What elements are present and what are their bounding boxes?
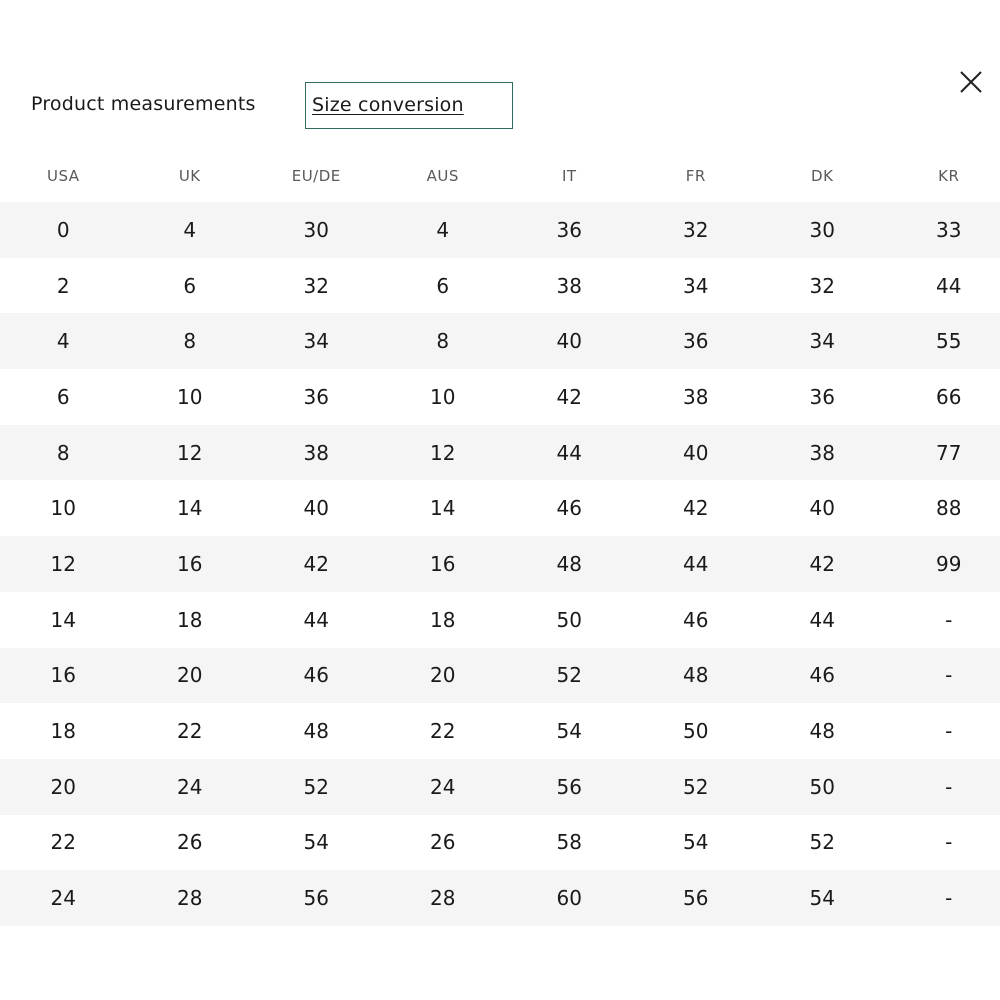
table-cell: 48 <box>633 648 760 704</box>
table-cell: 88 <box>936 496 962 521</box>
table-row <box>0 870 1000 926</box>
table-cell: 18 <box>50 719 76 744</box>
table-cell: 42 <box>683 496 709 521</box>
table-cell: 52 <box>809 830 835 855</box>
table-cell: 10 <box>50 496 76 521</box>
table-row <box>0 202 1000 258</box>
size-conversion-table <box>0 150 1000 926</box>
table-row <box>0 258 1000 314</box>
table-cell: 99 <box>886 536 1000 592</box>
table-row <box>0 536 1000 592</box>
table-cell: 8 <box>127 313 254 369</box>
table-cell: - <box>945 607 953 632</box>
table-cell: 50 <box>759 759 886 815</box>
table-cell: 26 <box>177 830 203 855</box>
table-cell: 10 <box>430 384 456 409</box>
table-cell: 38 <box>556 273 582 298</box>
table-cell: 0 <box>0 202 127 258</box>
close-icon <box>955 66 987 98</box>
tab-product-measurements[interactable]: Product measurements <box>31 93 256 115</box>
table-row <box>0 592 1000 648</box>
table-cell: 22 <box>50 830 76 855</box>
table-cell: 52 <box>253 759 380 815</box>
table-cell: 38 <box>253 425 380 481</box>
table-cell: 56 <box>253 870 380 926</box>
column-header-kr: KR <box>938 167 960 185</box>
table-cell: 50 <box>683 719 709 744</box>
table-cell: 8 <box>0 425 127 481</box>
table-cell: 30 <box>253 202 380 258</box>
table-cell: - <box>886 648 1000 704</box>
table-cell: - <box>945 719 953 744</box>
table-cell: 42 <box>253 536 380 592</box>
table-cell: 16 <box>127 536 254 592</box>
table-cell: 24 <box>380 759 507 815</box>
table-cell: 18 <box>177 607 203 632</box>
table-row <box>0 480 1000 536</box>
table-cell: 4 <box>127 202 254 258</box>
table-cell: 34 <box>683 273 709 298</box>
table-row <box>0 425 1000 481</box>
table-row <box>0 648 1000 704</box>
table-cell: 44 <box>633 536 760 592</box>
table-cell: 20 <box>0 759 127 815</box>
table-cell: 40 <box>303 496 329 521</box>
table-cell: 36 <box>303 384 329 409</box>
column-header-eu-de: EU/DE <box>291 167 341 185</box>
table-cell: 38 <box>683 384 709 409</box>
table-cell: - <box>945 830 953 855</box>
table-cell: 20 <box>127 648 254 704</box>
table-cell: 44 <box>303 607 329 632</box>
table-cell: 42 <box>759 536 886 592</box>
table-cell: 42 <box>556 384 582 409</box>
table-cell: 6 <box>56 384 70 409</box>
table-cell: 12 <box>380 425 507 481</box>
table-cell: 36 <box>633 313 760 369</box>
table-header <box>0 150 1000 202</box>
table-cell: 48 <box>506 536 633 592</box>
table-cell: 56 <box>506 759 633 815</box>
table-cell: 46 <box>683 607 709 632</box>
table-cell: 32 <box>303 273 329 298</box>
table-cell: 8 <box>380 313 507 369</box>
table-cell: 46 <box>556 496 582 521</box>
table-cell: 44 <box>936 273 962 298</box>
table-cell: 52 <box>506 648 633 704</box>
table-cell: 44 <box>809 607 835 632</box>
table-cell: 77 <box>886 425 1000 481</box>
table-cell: 14 <box>430 496 456 521</box>
column-header-aus: AUS <box>426 167 459 185</box>
table-cell: 44 <box>506 425 633 481</box>
table-cell: 40 <box>506 313 633 369</box>
table-cell: 58 <box>556 830 582 855</box>
table-cell: 54 <box>683 830 709 855</box>
column-header-dk: DK <box>811 167 834 185</box>
table-cell: 32 <box>633 202 760 258</box>
table-cell: 16 <box>380 536 507 592</box>
table-row <box>0 369 1000 425</box>
table-cell: 54 <box>556 719 582 744</box>
table-cell: 30 <box>759 202 886 258</box>
table-cell: 14 <box>177 496 203 521</box>
table-cell: 55 <box>886 313 1000 369</box>
table-cell: 46 <box>759 648 886 704</box>
column-header-usa: USA <box>46 167 80 185</box>
tab-size-conversion[interactable]: Size conversion <box>305 82 513 129</box>
table-cell: 2 <box>56 273 70 298</box>
table-cell: 34 <box>759 313 886 369</box>
table-cell: 56 <box>633 870 760 926</box>
table-cell: 38 <box>759 425 886 481</box>
table-row <box>0 313 1000 369</box>
table-cell: 40 <box>809 496 835 521</box>
size-guide-tabs <box>0 82 600 129</box>
table-body <box>0 202 1000 926</box>
table-cell: 46 <box>253 648 380 704</box>
table-cell: 18 <box>430 607 456 632</box>
table-cell: 12 <box>0 536 127 592</box>
header-row <box>0 150 1000 202</box>
table-cell: 28 <box>380 870 507 926</box>
table-cell: 4 <box>0 313 127 369</box>
table-cell: 22 <box>177 719 203 744</box>
table-cell: 20 <box>380 648 507 704</box>
table-cell: 34 <box>253 313 380 369</box>
table-cell: 14 <box>50 607 76 632</box>
table-row <box>0 703 1000 759</box>
column-header-it: IT <box>561 167 577 185</box>
table-cell: 54 <box>759 870 886 926</box>
table-cell: 12 <box>127 425 254 481</box>
close-button[interactable] <box>955 66 987 98</box>
table-cell: 32 <box>809 273 835 298</box>
table-cell: 50 <box>556 607 582 632</box>
column-header-uk: UK <box>178 167 201 185</box>
table-cell: - <box>886 759 1000 815</box>
table-cell: 4 <box>380 202 507 258</box>
table-cell: - <box>886 870 1000 926</box>
table-cell: 6 <box>436 273 450 298</box>
table-cell: 52 <box>633 759 760 815</box>
table-cell: 40 <box>633 425 760 481</box>
table-cell: 33 <box>886 202 1000 258</box>
table-cell: 22 <box>430 719 456 744</box>
table-cell: 36 <box>809 384 835 409</box>
table-cell: 48 <box>303 719 329 744</box>
table-cell: 48 <box>809 719 835 744</box>
table-cell: 36 <box>506 202 633 258</box>
table-cell: 24 <box>127 759 254 815</box>
column-header-fr: FR <box>685 167 706 185</box>
table-cell: 54 <box>303 830 329 855</box>
table-cell: 28 <box>127 870 254 926</box>
table-cell: 6 <box>183 273 197 298</box>
table-cell: 66 <box>936 384 962 409</box>
table-row <box>0 815 1000 871</box>
table-row <box>0 759 1000 815</box>
table-cell: 60 <box>506 870 633 926</box>
table-cell: 16 <box>0 648 127 704</box>
table-cell: 26 <box>430 830 456 855</box>
table-cell: 10 <box>177 384 203 409</box>
table-cell: 24 <box>0 870 127 926</box>
